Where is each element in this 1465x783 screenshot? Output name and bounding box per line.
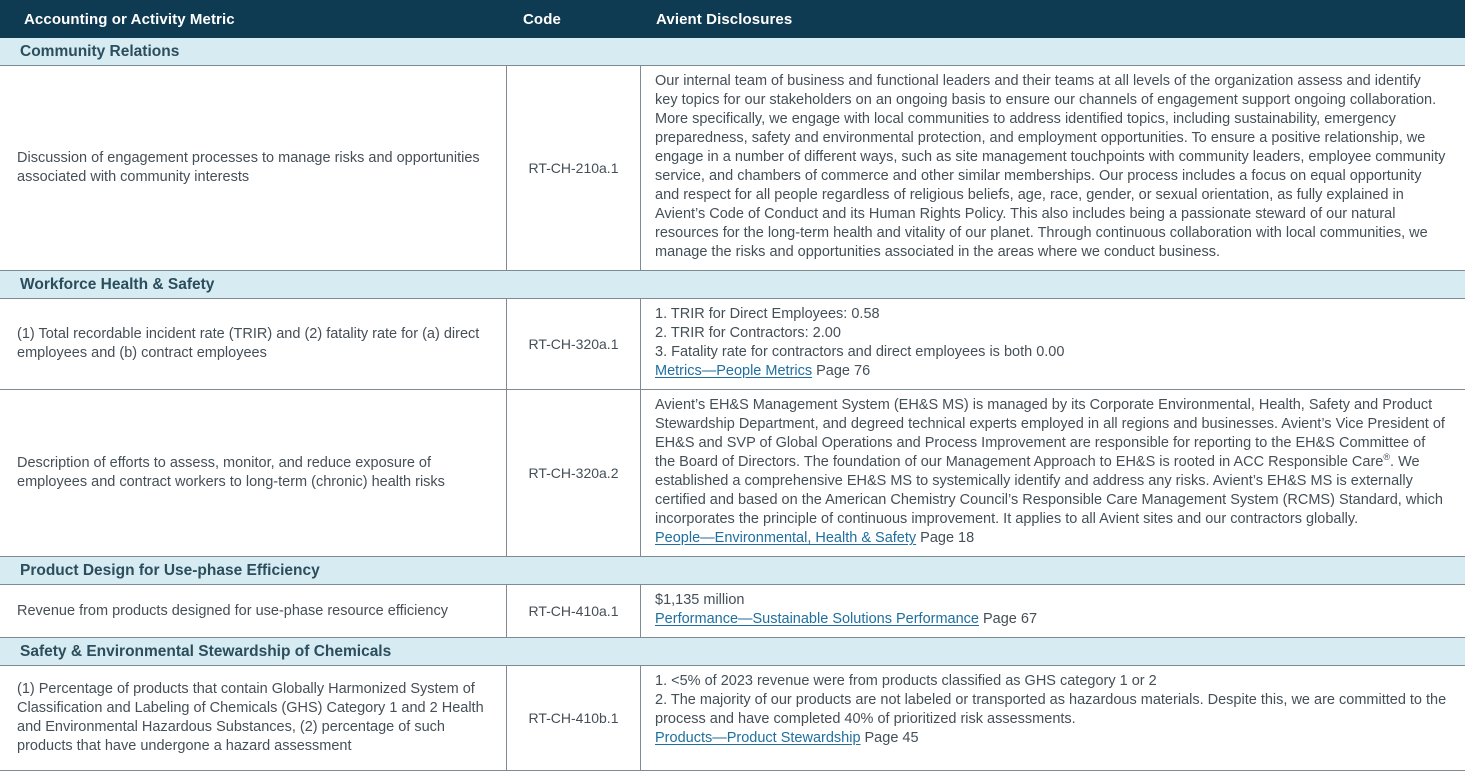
metric-text: (1) Percentage of products that contain Globally Harmonized System of Classification and Labeling of Chemicals (GHS) Category 1 and 2 Health and Environmental Hazardous Substances, (2) percentage of such products that have undergone a hazard assessment (17, 681, 484, 754)
disclosure-link-line (655, 610, 1447, 629)
section-title: Community Relations (20, 42, 180, 60)
link-performance-sustainable-solutions[interactable]: Performance—Sustainable Solutions Performance (655, 611, 979, 627)
disclosure-link-line (655, 729, 1447, 748)
page-reference: Page 67 (983, 611, 1038, 627)
disclosure-line: 1. TRIR for Direct Employees: 0.58 (655, 306, 880, 322)
link-metrics-people-metrics[interactable]: Metrics—People Metrics (655, 363, 813, 379)
metric-text: Discussion of engagement processes to manage risks and opportunities associated with community interests (17, 150, 480, 185)
registered-mark: ® (1383, 452, 1391, 463)
section-title: Workforce Health & Safety (20, 275, 215, 293)
disclosure-cell (641, 585, 1465, 637)
code-cell: RT-CH-210a.1 (507, 66, 641, 270)
section-title: Safety & Environmental Stewardship of Chemicals (20, 642, 392, 660)
metric-text: Revenue from products designed for use-phase resource efficiency (17, 602, 448, 619)
code-cell: RT-CH-410b.1 (507, 666, 641, 770)
disclosure-text-part: . We established a comprehensive EH&S MS to systemically identify and address any risks. Avient’s EH&S MS is externally certified and based on the American Chemistry Council’s Responsible Care Management System (RCMS) Standard, which incorporates the principle of continuous improvement. It applies to all Avient sites and our contractors globally. (655, 454, 1443, 527)
metric-cell (0, 585, 507, 637)
table-row-rt-ch-320a1 (0, 299, 1465, 390)
metric-text: (1) Total recordable incident rate (TRIR) and (2) fatality rate for (a) direct employees and (b) contract employees (17, 326, 480, 361)
table-row-rt-ch-410a1 (0, 585, 1465, 638)
disclosure-line: $1,135 million (655, 592, 745, 608)
section-header-product-design (0, 557, 1465, 585)
metric-text: Description of efforts to assess, monitor, and reduce exposure of employees and contract workers to long-term (chronic) health risks (17, 455, 445, 490)
table-row-rt-ch-410b1 (0, 666, 1465, 771)
table-row-rt-ch-210a1 (0, 66, 1465, 271)
metric-cell (0, 666, 507, 770)
disclosure-line: 3. Fatality rate for contractors and direct employees is both 0.00 (655, 344, 1065, 360)
disclosure-text: Our internal team of business and functional leaders and their teams at all levels of the organization assess and identify key topics for our stakeholders on an ongoing basis to ensure our channels of engagement support ongoing collaboration. More specifically, we engage with local communities to address identified topics, including sustainability, emergency preparedness, safety and environmental protection, and employment opportunities. To ensure a positive relationship, we engage in a number of different ways, such as site management touchpoints with community leaders, employee community service, and chambers of commerce and other similar memberships. Our process includes a focus on equal opportunity and respect for all people regardless of religious beliefs, age, race, gender, or sexual orientation, as fully explained in Avient’s Code of Conduct and its Human Rights Policy. This also includes being a passionate steward of our natural resources for the long-term health and vitality of our planet. Through continuous collaboration with local communities, we manage the risks and opportunities associated in the areas where we conduct business. (655, 73, 1446, 260)
table-header-row (0, 0, 1465, 38)
code-cell: RT-CH-320a.1 (507, 299, 641, 389)
disclosure-line: 1. <5% of 2023 revenue were from products classified as GHS category 1 or 2 (655, 673, 1157, 689)
disclosure-text (655, 396, 1447, 529)
code-cell: RT-CH-320a.2 (507, 390, 641, 556)
column-header-code: Code (523, 10, 561, 28)
column-header-disclosures: Avient Disclosures (656, 10, 793, 28)
section-header-safety-environmental-stewardship (0, 638, 1465, 666)
page-reference: Page 76 (816, 363, 871, 379)
metric-cell (0, 390, 507, 556)
metric-cell (0, 299, 507, 389)
metric-cell (0, 66, 507, 270)
section-title: Product Design for Use-phase Efficiency (20, 561, 320, 579)
column-header-metric: Accounting or Activity Metric (24, 10, 235, 28)
table-row-rt-ch-320a2 (0, 390, 1465, 557)
disclosure-cell (641, 666, 1465, 770)
link-people-environmental-health-safety[interactable]: People—Environmental, Health & Safety (655, 530, 917, 546)
disclosure-link-line (655, 362, 1447, 381)
disclosure-line: 2. The majority of our products are not labeled or transported as hazardous materials. Despite this, we are committed to the process and have completed 40% of prioritized risk assessments. (655, 692, 1447, 727)
section-header-community-relations (0, 38, 1465, 66)
disclosure-line: 2. TRIR for Contractors: 2.00 (655, 325, 841, 341)
page-reference: Page 18 (920, 530, 975, 546)
link-products-product-stewardship[interactable]: Products—Product Stewardship (655, 730, 861, 746)
disclosure-link-line (655, 529, 1447, 548)
disclosure-text-part: Avient’s EH&S Management System (EH&S MS) is managed by its Corporate Environmental, Health, Safety and Product Stewardship Department, and degreed technical experts employed in all regions and businesses. Avient’s Vice President of EH&S and SVP of Global Operations and Process Improvement are responsible for reporting to the EH&S Committee of the Board of Directors. The foundation of our Management Approach to EH&S is rooted in ACC Responsible Care (655, 397, 1445, 470)
section-header-workforce-health-safety (0, 271, 1465, 299)
disclosure-cell (641, 390, 1465, 556)
page-reference: Page 45 (864, 730, 919, 746)
disclosure-cell (641, 66, 1465, 270)
disclosure-cell (641, 299, 1465, 389)
code-cell: RT-CH-410a.1 (507, 585, 641, 637)
